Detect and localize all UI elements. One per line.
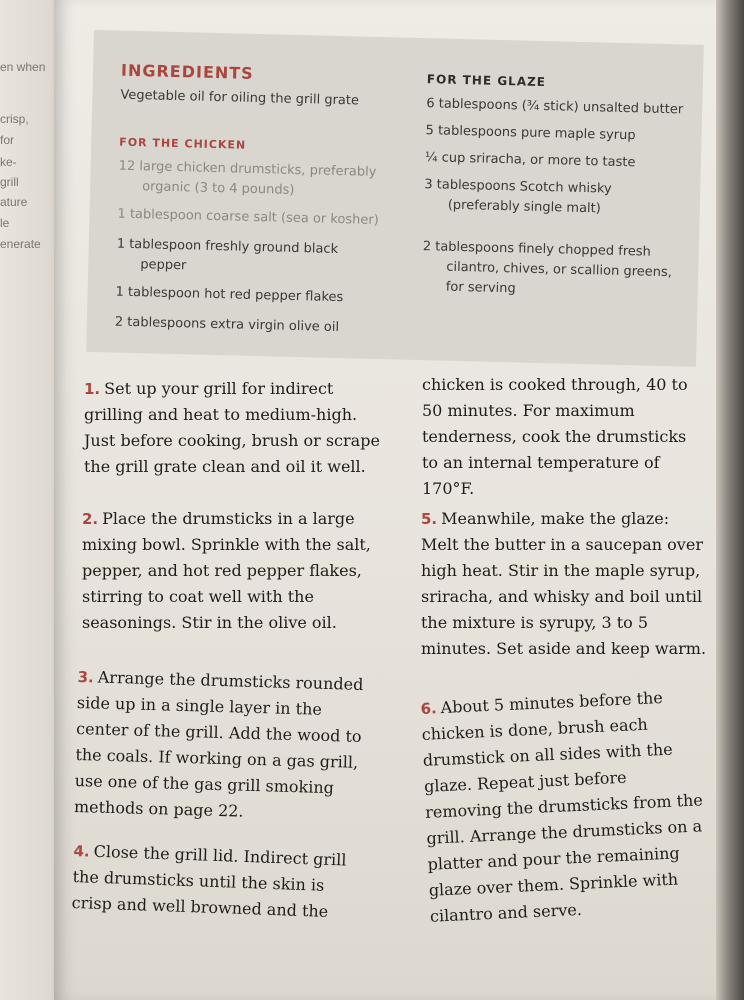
ingredient-line: cilantro, chives, or scallion greens, bbox=[446, 259, 673, 281]
glaze-heading: FOR THE GLAZE bbox=[426, 72, 547, 90]
ingredient-item bbox=[115, 313, 405, 340]
ingredient-item bbox=[424, 175, 695, 222]
step-text: Place the drumsticks in a large mixing bowl. Sprinkle with the salt, pepper, and hot red pepper flakes, stirring to coat well with the seasonings. Stir in the olive oil. bbox=[82, 509, 371, 632]
recipe-page bbox=[54, 0, 716, 1000]
ingredient-line: 3 tablespoons Scotch whisky bbox=[424, 177, 612, 197]
step-number: 1. bbox=[84, 380, 101, 398]
prev-page-fragment: crisp, bbox=[0, 112, 29, 126]
ingredient-line: 6 tablespoons (¾ stick) unsalted butter bbox=[426, 96, 684, 118]
ingredient-item bbox=[117, 205, 407, 232]
ingredient-line: 1 tablespoon hot red pepper flakes bbox=[115, 284, 344, 306]
prev-page-fragment: en when bbox=[0, 60, 46, 74]
step-6 bbox=[420, 683, 714, 930]
oil-ingredient: Vegetable oil for oiling the grill grate bbox=[120, 87, 360, 109]
ingredient-line: 1 tablespoon freshly ground black bbox=[116, 236, 339, 258]
step-number: 3. bbox=[77, 667, 95, 687]
step-3 bbox=[74, 664, 378, 828]
prev-page-fragment: ature bbox=[0, 195, 28, 209]
step-4 bbox=[71, 838, 354, 926]
ingredient-line: 2 tablespoons finely chopped fresh bbox=[422, 239, 652, 260]
step-5 bbox=[421, 506, 707, 662]
ingredient-item bbox=[425, 121, 695, 148]
prev-page-fragment: ke- bbox=[0, 155, 17, 169]
step-number: 2. bbox=[82, 510, 99, 528]
ingredient-line: ¼ cup sriracha, or more to taste bbox=[424, 150, 636, 171]
ingredient-item bbox=[425, 148, 695, 175]
ingredients-title: INGREDIENTS bbox=[120, 60, 254, 83]
ingredient-item bbox=[426, 94, 696, 121]
ingredient-line: organic (3 to 4 pounds) bbox=[142, 179, 295, 198]
ingredient-line: pepper bbox=[140, 257, 187, 274]
ingredients-glaze-column bbox=[422, 72, 697, 304]
step-text: Close the grill lid. Indirect grill the drumsticks until the skin is crisp and well browned and the bbox=[71, 841, 347, 921]
ingredient-line: 1 tablespoon coarse salt (sea or kosher) bbox=[117, 206, 379, 229]
ingredient-line: 12 large chicken drumsticks, preferably bbox=[118, 158, 377, 180]
ingredient-item bbox=[118, 157, 409, 204]
step-2 bbox=[82, 506, 382, 636]
ingredient-line: (preferably single malt) bbox=[447, 197, 601, 217]
ingredient-item bbox=[422, 237, 693, 304]
ingredient-line: 2 tablespoons extra virgin olive oil bbox=[114, 314, 340, 336]
step-number: 4. bbox=[73, 841, 90, 861]
step-text: Set up your grill for indirect grilling and heat to medium-high. Just before cooking, brush or scrape the grill grate clean and oil it well. bbox=[84, 379, 380, 476]
ingredient-item bbox=[116, 235, 407, 282]
step-4-continued bbox=[422, 372, 704, 502]
chicken-heading: FOR THE CHICKEN bbox=[119, 135, 247, 152]
step-number: 5. bbox=[421, 510, 438, 528]
step-number: 6. bbox=[420, 699, 438, 718]
ingredient-item bbox=[115, 283, 405, 310]
ingredient-line: for serving bbox=[445, 279, 516, 297]
step-text: chicken is cooked through, 40 to 50 minutes. For maximum tenderness, cook the drumsticks to an internal temperature of 170°F. bbox=[422, 375, 688, 498]
step-text: Meanwhile, make the glaze: Melt the butter in a saucepan over high heat. Stir in the maple syrup, sriracha, and whisky and boil until the mixture is syrupy, 3 to 5 minutes. Set aside and keep warm. bbox=[421, 509, 707, 658]
step-1 bbox=[84, 376, 384, 480]
prev-page-fragment: enerate bbox=[0, 237, 41, 251]
prev-page-fragment: for bbox=[0, 133, 15, 147]
ingredient-line: 5 tablespoons pure maple syrup bbox=[425, 123, 636, 144]
step-text: Arrange the drumsticks rounded side up in a single layer in the center of the grill. Add the wood to the coals. If working on a gas grill, use one of the gas grill smoking methods on page 22. bbox=[73, 667, 364, 821]
step-text: About 5 minutes before the chicken is done, brush each drumstick on all sides with the glaze. Repeat just before removing the drumsticks from the grill. Arrange the drumsticks on a platter and pour the remaining glaze over them. Sprinkle with cilantro and serve. bbox=[421, 687, 704, 926]
prev-page-fragment: grill bbox=[0, 175, 19, 189]
book-edge-shadow bbox=[716, 0, 744, 1000]
ingredients-box bbox=[86, 30, 704, 367]
prev-page-fragment: le bbox=[0, 216, 10, 230]
ingredients-chicken-column bbox=[115, 61, 412, 340]
